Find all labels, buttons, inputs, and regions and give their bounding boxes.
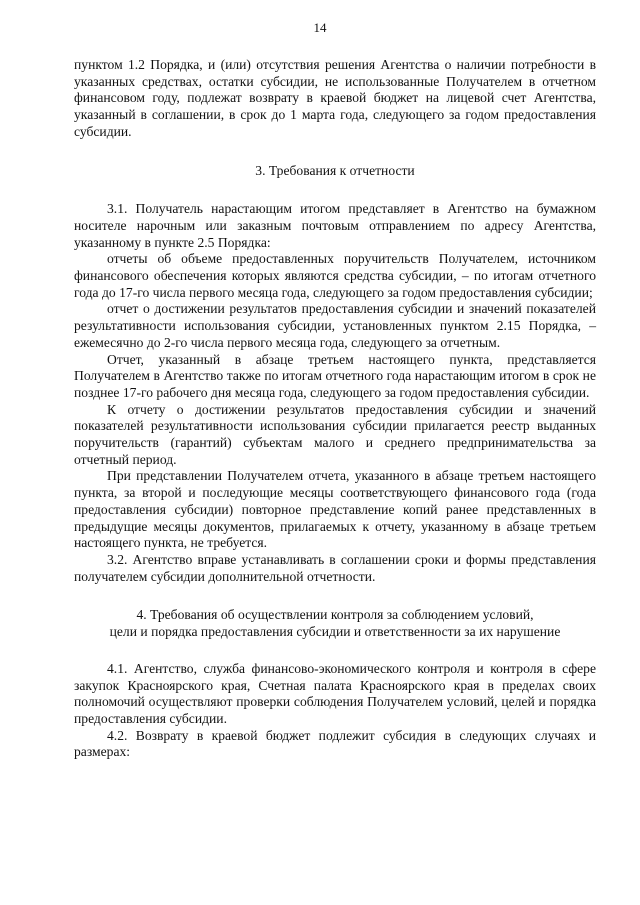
document-body — [74, 57, 596, 761]
section-4-heading — [74, 607, 596, 640]
paragraph-registry: К отчету о достижении результатов предоставления субсидии и значений показателей результативности использования субсидии прилагается реестр выданных поручительств (гарантий) субъектам малого и среднего предпринимательства за отчетный период. — [74, 401, 596, 467]
paragraph-report-annual: Отчет, указанный в абзаце третьем настоящего пункта, представляется Получателем в Агентство также по итогам отчетного года нарастающим итогом в срок не позднее 17-го рабочего дня месяца года, следующего за годом предоставления субсидии. — [74, 351, 596, 400]
paragraph-report-guarantees: отчеты об объеме предоставленных поручительств Получателем, источником финансового обеспечения которых являются средства субсидии, – по итогам отчетного года до 17-го числа первого месяца года, следующего за годом предоставления субсидии; — [74, 251, 596, 300]
paragraph-4-2: 4.2. Возврату в краевой бюджет подлежит субсидия в следующих случаях и размерах: — [74, 727, 596, 760]
paragraph-3-2: 3.2. Агентство вправе устанавливать в соглашении сроки и формы представления получателем субсидии дополнительной отчетности. — [74, 551, 596, 584]
page-number: 14 — [313, 20, 327, 35]
section-3-heading: 3. Требования к отчетности — [255, 162, 415, 178]
paragraph-4-1: 4.1. Агентство, служба финансово-экономического контроля и контроля в сфере закупок Красноярского края, Счетная палата Красноярского края в пределах своих полномочий осуществляют проверки соблюдения Получателем условий, целей и порядка предоставления субсидии. — [74, 660, 596, 726]
paragraph-intro: пунктом 1.2 Порядка, и (или) отсутствия решения Агентства о наличии потребности в указанных средствах, остатки субсидии, не использованные Получателем в отчетном финансовом году, подлежат возврату в краевой бюджет на лицевой счет Агентства, указанный в соглашении, в срок до 1 марта года, следующего за годом предоставления субсидии. — [74, 57, 596, 139]
paragraph-report-results: отчет о достижении результатов предоставления субсидии и значений показателей результативности использования субсидии, установленных пунктом 2.15 Порядка, – ежемесячно до 2-го числа первого месяца года, следующего за отчетным. — [74, 301, 596, 350]
paragraph-repeat-submission: При представлении Получателем отчета, указанного в абзаце третьем настоящего пункта, за второй и последующие месяцы соответствующего финансового года (года предоставления субсидии) повторное представление копий ранее представленных в предыдущие месяцы документов, прилагаемых к отчету, указанному в абзаце третьем настоящего пункта, не требуется. — [74, 468, 596, 551]
section-4-heading-line-1: 4. Требования об осуществлении контроля за соблюдением условий, — [136, 607, 534, 623]
paragraph-3-1: 3.1. Получатель нарастающим итогом представляет в Агентство на бумажном носителе нарочным или заказным почтовым отправлением по адресу Агентства, указанному в пункте 2.5 Порядка: — [74, 201, 596, 250]
section-4-heading-line-2: цели и порядка предоставления субсидии и ответственности за их нарушение — [109, 624, 561, 640]
